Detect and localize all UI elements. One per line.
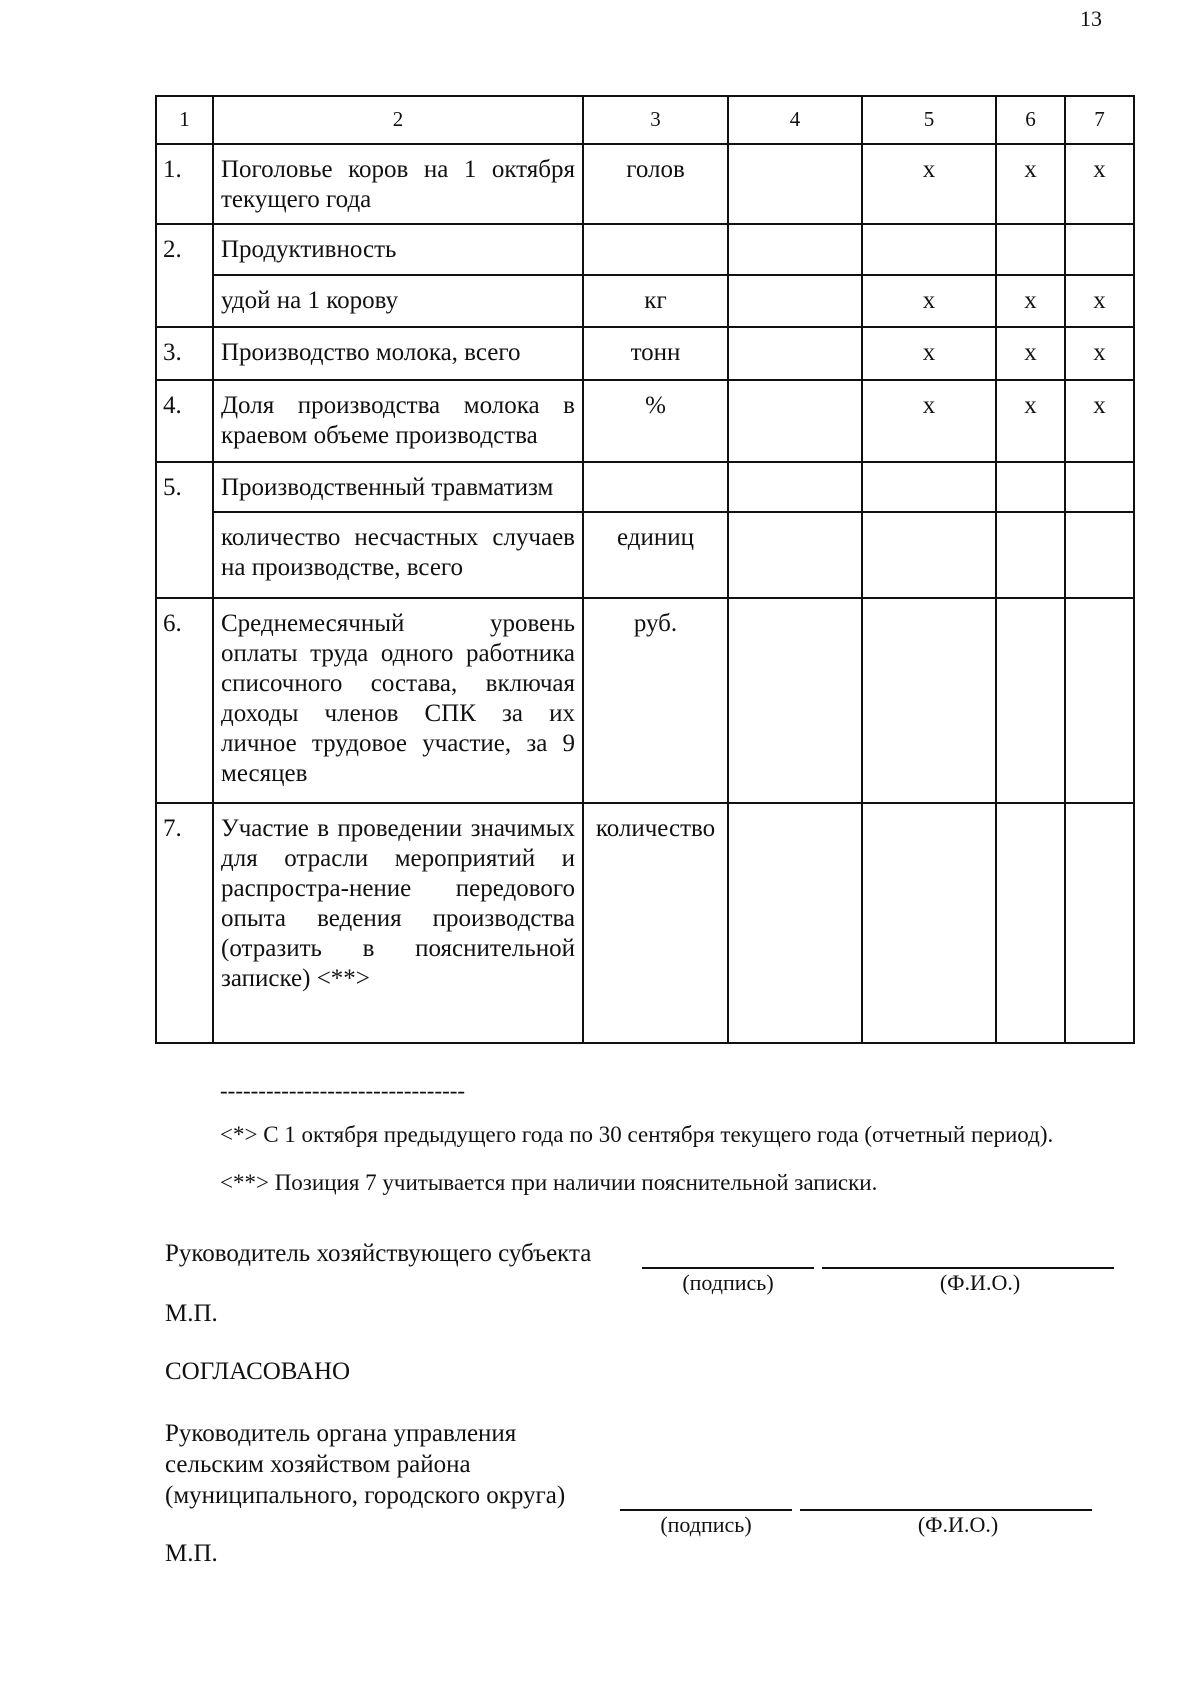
row-number: 6. [156,598,213,803]
value-cell [1065,598,1134,803]
row-number: 5. [156,462,213,598]
signature2-label-line2: сельским хозяйством района [165,1451,471,1478]
value-cell [862,224,996,275]
value-cell: x [862,380,996,462]
value-cell [862,803,996,1043]
header-cell: 2 [213,96,583,144]
row-number: 7. [156,803,213,1043]
signature1-label: Руководитель хозяйствующего субъекта [165,1240,592,1267]
value-cell [996,462,1065,512]
value-cell: x [996,327,1065,380]
indicator-cell: Среднемесячный уровень оплаты труда одного работника списочного состава, включая доходы членов СПК за их личное трудовое участие, за 9 месяцев [213,598,583,803]
value-cell [996,598,1065,803]
value-cell [862,512,996,598]
approved-heading: СОГЛАСОВАНО [165,1358,351,1385]
indicator-cell: Доля производства молока в краевом объеме производства [213,380,583,462]
value-cell: x [996,275,1065,327]
row-number: 3. [156,327,213,380]
footnote-rule: -------------------------------- [220,1078,466,1103]
value-cell: x [996,380,1065,462]
value-cell [1065,803,1134,1043]
signature2-sign-caption: (подпись) [660,1512,752,1537]
value-cell: x [1065,380,1134,462]
signature2-name-line [800,1509,1092,1511]
table-row [156,144,1134,224]
indicator-cell: количество несчастных случаев на производстве, всего [213,512,583,598]
indicator-cell: удой на 1 корову [213,275,583,327]
table-row [156,598,1134,803]
signature1-name-caption: (Ф.И.О.) [939,1270,1021,1295]
value-cell [862,598,996,803]
unit-cell: голов [583,144,728,224]
value-cell: x [1065,327,1134,380]
unit-cell: % [583,380,728,462]
table-row [156,512,1134,598]
value-cell [728,327,862,380]
signature2-sign-line [620,1509,792,1511]
unit-cell: руб. [583,598,728,803]
unit-cell [583,224,728,275]
table-row [156,224,1134,275]
header-cell: 4 [728,96,862,144]
signature2-label-line1: Руководитель органа управления [165,1420,517,1447]
indicator-cell: Производственный травматизм [213,462,583,512]
signature2-stamp: М.П. [165,1540,218,1567]
value-cell [1065,462,1134,512]
row-number: 4. [156,380,213,462]
unit-cell: тонн [583,327,728,380]
unit-cell: единиц [583,512,728,598]
row-number: 2. [156,224,213,327]
header-cell: 7 [1065,96,1134,144]
value-cell [996,224,1065,275]
table-row [156,380,1134,462]
value-cell [728,380,862,462]
table-header-row [156,96,1134,144]
value-cell [996,803,1065,1043]
table-row [156,803,1134,1043]
value-cell [996,512,1065,598]
value-cell: x [1065,144,1134,224]
value-cell [1065,512,1134,598]
signature1-stamp: М.П. [165,1300,218,1327]
footnote-2: <**> Позиция 7 учитывается при наличии пояснительной записки. [220,1170,878,1195]
value-cell: x [862,327,996,380]
value-cell: x [862,144,996,224]
table-row [156,462,1134,512]
value-cell [728,512,862,598]
header-cell: 5 [862,96,996,144]
signature1-sign-caption: (подпись) [682,1270,774,1295]
unit-cell: количество [583,803,728,1043]
signature1-sign-line [642,1267,814,1269]
footnote-1: <*> С 1 октября предыдущего года по 30 сентября текущего года (отчетный период). [220,1122,1054,1147]
indicator-cell: Продуктивность [213,224,583,275]
value-cell [728,224,862,275]
table-row [156,275,1134,327]
value-cell [728,275,862,327]
header-cell: 6 [996,96,1065,144]
row-number: 1. [156,144,213,224]
header-cell: 3 [583,96,728,144]
signature1-name-line [822,1267,1114,1269]
value-cell: x [1065,275,1134,327]
value-cell [728,462,862,512]
value-cell [728,598,862,803]
table-row [156,327,1134,380]
page-number: 13 [1080,6,1102,31]
unit-cell [583,462,728,512]
header-cell: 1 [156,96,213,144]
footnotes [220,1078,1053,1218]
unit-cell: кг [583,275,728,327]
value-cell [728,803,862,1043]
value-cell [728,144,862,224]
signature2-name-caption: (Ф.И.О.) [917,1512,999,1537]
indicators-table [155,95,1135,1044]
value-cell: x [996,144,1065,224]
value-cell [862,462,996,512]
value-cell [1065,224,1134,275]
indicator-cell: Производство молока, всего [213,327,583,380]
indicator-cell: Участие в проведении значимых для отрасли мероприятий и распростра-нение передового опыта ведения производства (отразить в пояснительной записке) <**> [213,803,583,1043]
signature2-label-line3: (муниципального, городского округа) [165,1482,566,1509]
indicator-cell: Поголовье коров на 1 октября текущего года [213,144,583,224]
value-cell: x [862,275,996,327]
